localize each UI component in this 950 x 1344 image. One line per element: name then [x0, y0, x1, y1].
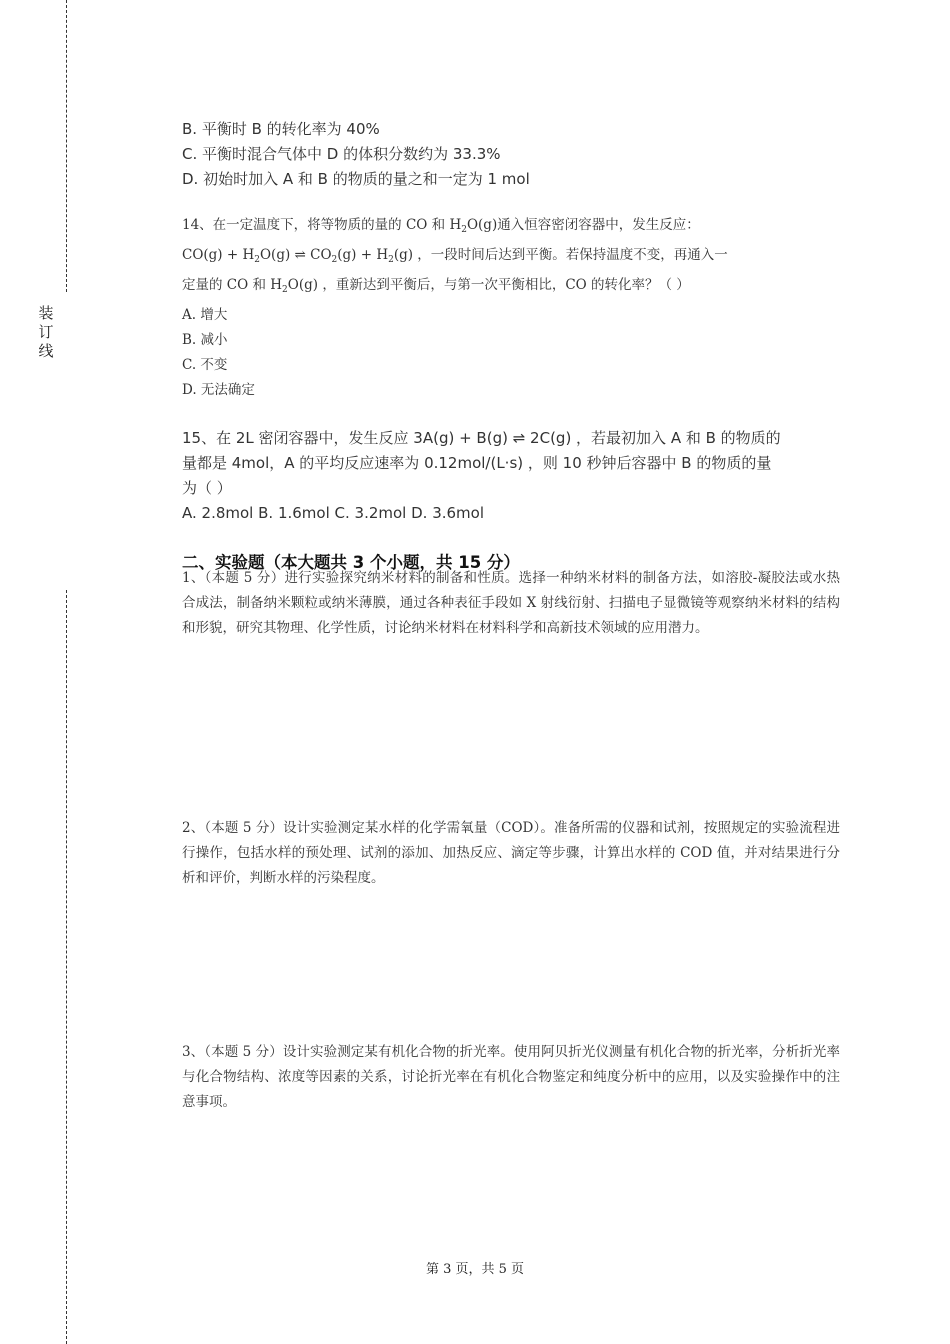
experiment-item-2: 2、（本题 5 分）设计实验测定某水样的化学需氧量（COD）。准备所需的仪器和试剂，按照规定的实验流程进行操作，包括水样的预处理、试剂的添加、加热反应、滴定等步骤，计算出水样的 COD 值，并对结果进行分析和评价，判断水样的污染程度。 — [182, 820, 840, 886]
q13-option-d: D. 初始时加入 A 和 B 的物质的量之和一定为 1 mol — [182, 170, 530, 188]
q14-stem-line-3: 定量的 CO 和 $H_2O(g)$ ，重新达到平衡后，与第一次平衡相比，CO 的转化率？（ ） — [182, 277, 690, 295]
experiment-item-1: 1、（本题 5 分）进行实验探究纳米材料的制备和性质。选择一种纳米材料的制备方法，如溶胶-凝胶法或水热合成法，制备纳米颗粒或纳米薄膜，通过各种表征手段如 X 射线衍射、扫描电子显微镜等观察纳米材料的结构和形貌，研究其物理、化学性质，讨论纳米材料在材料科学和高新技术领域的应用潜力。 — [182, 570, 840, 636]
q14-option-d: D. 无法确定 — [182, 382, 255, 398]
q14-stem-line-2: $CO(g) + H_2O(g)$ ⇌ $CO_2(g) + H_2(g)$ ，一段时间后达到平衡。若保持温度不变，再通入一 — [182, 247, 728, 265]
section-2-title: 二、实验题（本大题共 3 个小题，共 15 分） — [182, 553, 520, 572]
page-footer: 第 3 页，共 5 页 — [425, 1262, 525, 1277]
question-15 — [182, 426, 842, 526]
q15-stem-line-2: 量都是 4mol，A 的平均反应速率为 0.12mol/(L·s) ，则 10 秒钟后容器中 B 的物质的量 — [182, 454, 772, 472]
binding-line-bottom — [66, 590, 67, 1344]
q14-option-c: C. 不变 — [182, 357, 228, 373]
q14-option-b: B. 减小 — [182, 332, 228, 348]
question-content — [182, 117, 842, 576]
experiment-item-3: 3、（本题 5 分）设计实验测定某有机化合物的折光率。使用阿贝折光仪测量有机化合物的折光率，分析折光率与化合物结构、浓度等因素的关系，讨论折光率在有机化合物鉴定和纯度分析中的应用，以及实验操作中的注意事项。 — [182, 1044, 840, 1110]
binding-char: 装 — [38, 304, 54, 322]
q15-stem-line-1: 15、在 2L 密闭容器中，发生反应 3A(g) + B(g) ⇌ 2C(g) ，若最初加入 A 和 B 的物质的 — [182, 429, 781, 447]
q14-option-a: A. 增大 — [182, 307, 228, 323]
q15-stem-line-3: 为（ ） — [182, 479, 232, 497]
q13-option-c: C. 平衡时混合气体中 D 的体积分数约为 33.3% — [182, 145, 501, 163]
q14-stem-line-1: 14、在一定温度下，将等物质的量的 CO 和 $H_2O(g)$通入恒容密闭容器中，发生反应： — [182, 217, 700, 235]
binding-char: 线 — [38, 342, 54, 360]
q13-option-b: B. 平衡时 B 的转化率为 40% — [182, 120, 380, 138]
binding-line-top — [66, 0, 67, 292]
q15-options: A. 2.8mol B. 1.6mol C. 3.2mol D. 3.6mol — [182, 504, 485, 522]
binding-char: 订 — [38, 323, 54, 341]
binding-label — [37, 304, 55, 361]
question-14 — [182, 213, 842, 403]
